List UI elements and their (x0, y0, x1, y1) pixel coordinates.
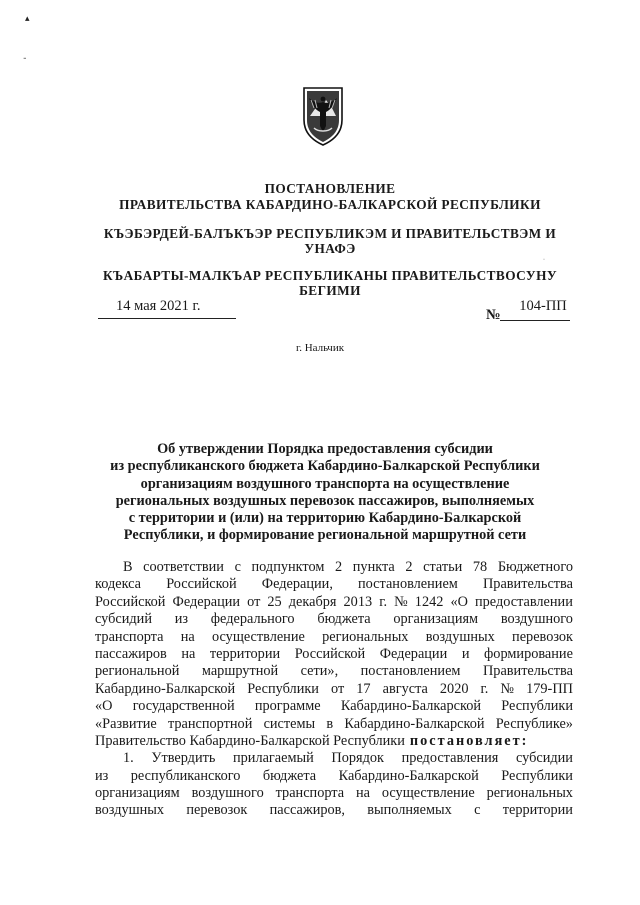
number-underline (500, 320, 570, 321)
issuer-kabardian-line2: УНАФЭ (304, 241, 356, 256)
body-line: из республиканского бюджета Кабардино-Балкарской Республики (95, 767, 573, 784)
resolution-verb: постановляет: (409, 732, 529, 749)
body-line: пассажиров на территории Российской Федерации и формирование (95, 645, 573, 662)
body-line: «Развитие транспортной системы в Кабардино-Балкарской Республике» (95, 715, 573, 732)
body-line: субсидий из федерального бюджета организациям воздушного (95, 611, 573, 628)
document-date: 14 мая 2021 г. (116, 298, 201, 314)
body-line: транспорта на осуществление региональных воздушных перевозок (95, 628, 573, 645)
title-line: региональных воздушных перевозок пассажиров, выполняемых (115, 492, 535, 509)
body-line: В соответствии с подпунктом 2 пункта 2 статьи 78 Бюджетного (123, 559, 573, 575)
coat-of-arms-icon (302, 86, 344, 146)
body-line: Российской Федерации от 25 декабря 2013 г. № 1242 «О предоставлении (95, 593, 573, 610)
body-line: организациям воздушного транспорта на осуществление региональных (95, 785, 573, 802)
date-underline (98, 318, 236, 319)
document-body (95, 559, 573, 820)
body-line: Кабардино-Балкарской Республики от 17 августа 2020 г. № 179-ПП (95, 680, 573, 697)
body-line: «О государственной программе Кабардино-Балкарской Республики (95, 698, 573, 715)
document-type: ПОСТАНОВЛЕНИЕ (264, 181, 396, 196)
body-line: 1. Утвердить прилагаемый Порядок предоставления субсидии (123, 750, 573, 767)
title-line: из республиканского бюджета Кабардино-Балкарской Республики (110, 458, 540, 475)
body-line: региональной маршрутной сети», постановлением Правительства (95, 663, 573, 680)
title-line: Об утверждении Порядка предоставления субсидии (157, 441, 493, 457)
body-line: кодекса Российской Федерации, постановлением Правительства (95, 576, 573, 593)
scan-speck: ᐨ (23, 55, 27, 65)
issuer-balkar-line2: БЕГИМИ (299, 283, 361, 298)
issuer-kabardian-line1: КЪЭБЭРДЕЙ-БАЛЪКЪЭР РЕСПУБЛИКЭМ И ПРАВИТЕЛЬСТВЭМ И (103, 226, 557, 241)
scan-speck: ▴ (25, 13, 30, 23)
title-line: с территории и (или) на территорию Кабардино-Балкарской (128, 510, 522, 527)
city-name: г. Нальчик (295, 342, 345, 354)
issuer-balkar-line1: КЪАБАРТЫ-МАЛКЪАР РЕСПУБЛИКАНЫ ПРАВИТЕЛЬСТВОСУНУ (102, 268, 557, 283)
number-sign: № (486, 307, 501, 323)
body-line: воздушных перевозок пассажиров, выполняемых с территории (95, 802, 573, 819)
document-number: 104-ПП (519, 298, 567, 314)
scan-speck: · (543, 257, 545, 263)
body-line-resolution (95, 733, 573, 750)
document-title (80, 441, 570, 545)
resolution-subject: Правительство Кабардино-Балкарской Республики (95, 732, 405, 749)
issuer-russian: ПРАВИТЕЛЬСТВА КАБАРДИНО-БАЛКАРСКОЙ РЕСПУБЛИКИ (119, 197, 541, 212)
title-line: организациям воздушного транспорта на осуществление (140, 475, 510, 492)
title-line: Республики, и формирование региональной маршрутной сети (123, 527, 527, 544)
